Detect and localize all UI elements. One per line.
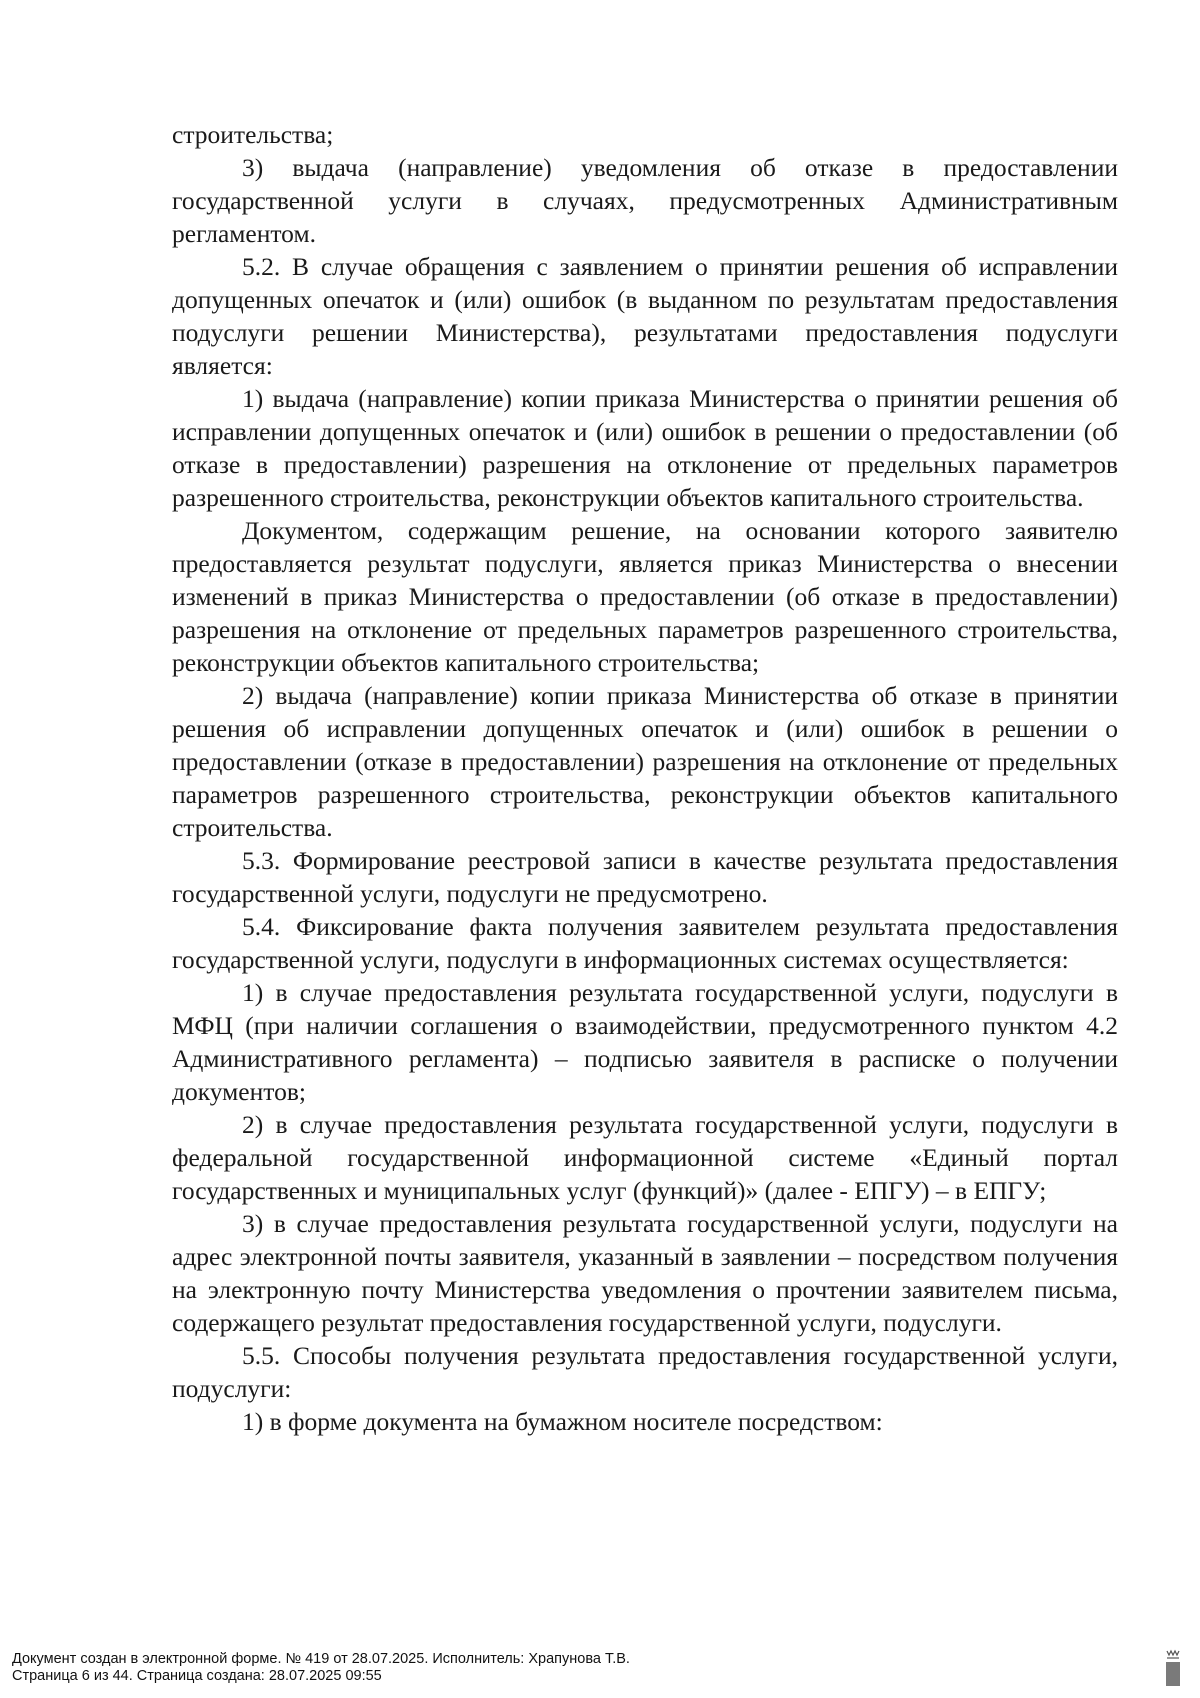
document-mark-icon (1164, 1648, 1182, 1688)
paragraph-5-2-item-2: 2) выдача (направление) копии приказа Министерства об отказе в принятии решения об исправлении допущенных опечаток и (или) ошибок в решении о предоставлении (отказе в предоставлении) разрешения на отклонение от предельных параметров разрешенного строительства, реконструкции объектов капитального строительства. (172, 681, 1118, 842)
paragraph-5-4-item-3: 3) в случае предоставления результата государственной услуги, подуслуги на адрес электронной почты заявителя, указанный в заявлении – посредством получения на электронную почту Министерства уведомления о прочтении заявителем письма, содержащего результат предоставления государственной услуги, подуслуги. (172, 1209, 1118, 1337)
paragraph-5-4: 5.4. Фиксирование факта получения заявителем результата предоставления государственной услуги, подуслуги в информационных системах осуществляется: (172, 912, 1118, 974)
paragraph-item-3-refusal-notice: 3) выдача (направление) уведомления об отказе в предоставлении государственной услуги в случаях, предусмотренных Административным регламентом. (172, 153, 1118, 248)
document-body (172, 118, 1118, 1438)
document-footer (12, 1651, 630, 1685)
paragraph-decision-document: Документом, содержащим решение, на основании которого заявителю предоставляется результат подуслуги, является приказ Министерства о внесении изменений в приказ Министерства о предоставлении (об отказе в предоставлении) разрешения на отклонение от предельных параметров разрешенного строительства, реконструкции объектов капитального строительства; (172, 516, 1118, 677)
paragraph-5-3: 5.3. Формирование реестровой записи в качестве результата предоставления государственной услуги, подуслуги не предусмотрено. (172, 846, 1118, 908)
paragraph-5-5-item-1: 1) в форме документа на бумажном носителе посредством: (242, 1407, 883, 1436)
paragraph-5-2: 5.2. В случае обращения с заявлением о принятии решения об исправлении допущенных опечаток и (или) ошибок (в выданном по результатам предоставления подуслуги решении Министерства), результатами предоставления подуслуги является: (172, 252, 1118, 380)
paragraph-5-4-item-1: 1) в случае предоставления результата государственной услуги, подуслуги в МФЦ (при наличии соглашения о взаимодействии, предусмотренного пунктом 4.2 Административного регламента) – подписью заявителя в расписке о получении документов; (172, 978, 1118, 1106)
footer-page-info: Страница 6 из 44. Страница создана: 28.07.2025 09:55 (12, 1668, 382, 1684)
paragraph-5-4-item-2: 2) в случае предоставления результата государственной услуги, подуслуги в федеральной государственной информационной системе «Единый портал государственных и муниципальных услуг (функций)» (далее - ЕПГУ) – в ЕПГУ; (172, 1110, 1118, 1205)
paragraph-continuation: строительства; (172, 120, 334, 149)
footer-creation-info: Документ создан в электронной форме. № 419 от 28.07.2025. Исполнитель: Храпунова Т.В. (12, 1651, 630, 1667)
paragraph-5-5: 5.5. Способы получения результата предоставления государственной услуги, подуслуги: (172, 1341, 1118, 1403)
paragraph-5-2-item-1: 1) выдача (направление) копии приказа Министерства о принятии решения об исправлении допущенных опечаток и (или) ошибок в решении о предоставлении (об отказе в предоставлении) разрешения на отклонение от предельных параметров разрешенного строительства, реконструкции объектов капитального строительства. (172, 384, 1118, 512)
